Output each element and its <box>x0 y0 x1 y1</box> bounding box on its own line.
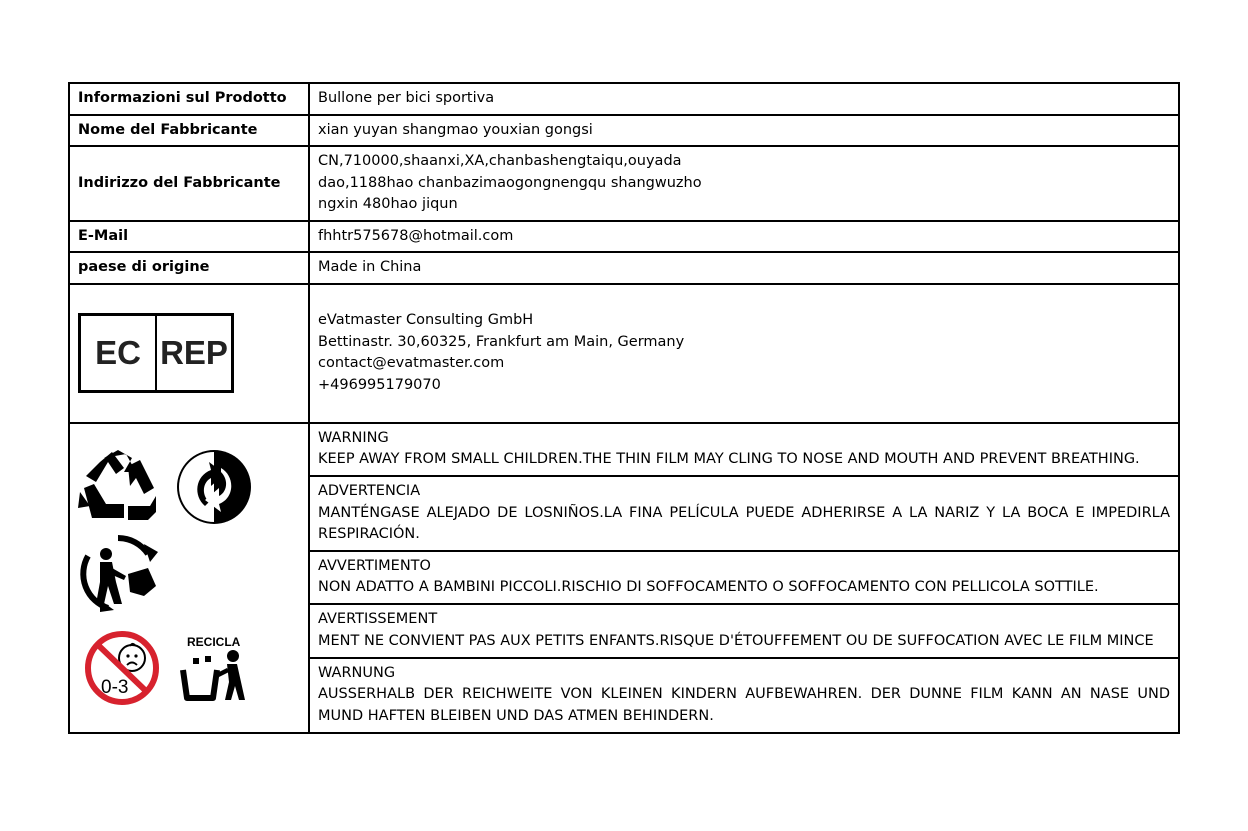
address-line: ngxin 480hao jiqun <box>318 196 458 212</box>
warning-text: KEEP AWAY FROM SMALL CHILDREN.THE THIN FILM MAY CLING TO NOSE AND MOUTH AND PREVENT BREATHING. <box>318 451 1140 468</box>
warning-it <box>309 551 1179 604</box>
ec-rep-symbol-cell <box>69 284 309 423</box>
product-info-table <box>68 82 1180 734</box>
recicla-label: RECICLA <box>187 634 241 649</box>
origin-value: Made in China <box>309 252 1179 284</box>
manufacturer-name-label: Nome del Fabbricante <box>69 115 309 147</box>
green-dot-icon <box>175 448 253 526</box>
warning-en <box>309 423 1179 476</box>
table-row <box>69 252 1179 284</box>
warning-es <box>309 476 1179 551</box>
ec-rep-left: EC <box>81 316 157 390</box>
ec-rep-line: +496995179070 <box>318 376 441 393</box>
table-row <box>69 146 1179 221</box>
origin-label: paese di origine <box>69 252 309 284</box>
warning-title: WARNUNG <box>318 664 396 681</box>
ec-rep-line: Bettinastr. 30,60325, Frankfurt am Main, Germany <box>318 333 685 350</box>
product-info-label: Informazioni sul Prodotto <box>69 83 309 115</box>
warning-text: MENT NE CONVIENT PAS AUX PETITS ENFANTS.RISQUE D'ÉTOUFFEMENT OU DE SUFFOCATION AVEC LE FILM MINCE <box>318 632 1154 649</box>
warning-fr <box>309 604 1179 657</box>
warning-text: AUSSERHALB DER REICHWEITE VON KLEINEN KINDERN AUFBEWAHREN. DER DUNNE FILM KANN AN NASE UND MUND HAFTEN BLEIBEN UND DAS ATMEN BEHINDERN. <box>318 686 1170 724</box>
table-row <box>69 221 1179 253</box>
ec-rep-line: contact@evatmaster.com <box>318 355 505 371</box>
manufacturer-address-label: Indirizzo del Fabbricante <box>69 146 309 221</box>
table-row <box>69 284 1179 423</box>
manufacturer-address-value <box>309 146 1179 221</box>
warning-text: NON ADATTO A BAMBINI PICCOLI.RISCHIO DI SOFFOCAMENTO O SOFFOCAMENTO CON PELLICOLA SOTTILE. <box>318 579 1099 596</box>
ec-rep-icon <box>78 313 234 393</box>
email-value: fhhtr575678@hotmail.com <box>309 221 1179 253</box>
warning-title: AVERTISSEMENT <box>318 611 438 628</box>
recycling-icons-cell <box>69 423 309 733</box>
table-row <box>69 115 1179 147</box>
recicla-bin-icon <box>179 648 249 704</box>
tidyman-recycle-icon <box>78 534 158 612</box>
table-row <box>69 423 1179 476</box>
address-line: dao,1188hao chanbazimaogongnengqu shangwuzho <box>318 174 702 191</box>
ec-rep-right: REP <box>160 334 228 372</box>
warning-title: WARNING <box>318 429 389 446</box>
manufacturer-name-value: xian yuyan shangmao youxian gongsi <box>309 115 1179 147</box>
warning-de <box>309 658 1179 733</box>
recycling-icons <box>78 432 300 724</box>
warning-title: ADVERTENCIA <box>318 483 421 500</box>
ec-rep-line: eVatmaster Consulting GmbH <box>318 312 534 328</box>
address-line: CN,710000,shaanxi,XA,chanbashengtaiqu,ouyada <box>318 153 682 169</box>
ec-rep-details <box>309 284 1179 423</box>
warning-text: MANTÉNGASE ALEJADO DE LOSNIÑOS.LA FINA PELÍCULA PUEDE ADHERIRSE A LA NARIZ Y LA BOCA E IMPEDIRLA RESPIRACIÓN. <box>318 504 1170 543</box>
recycle-icon <box>78 448 158 526</box>
product-info-value: Bullone per bici sportiva <box>309 83 1179 115</box>
table-row <box>69 83 1179 115</box>
warning-title: AVVERTIMENTO <box>318 557 431 574</box>
email-label: E-Mail <box>69 221 309 253</box>
age-label: 0-3 <box>101 676 129 698</box>
